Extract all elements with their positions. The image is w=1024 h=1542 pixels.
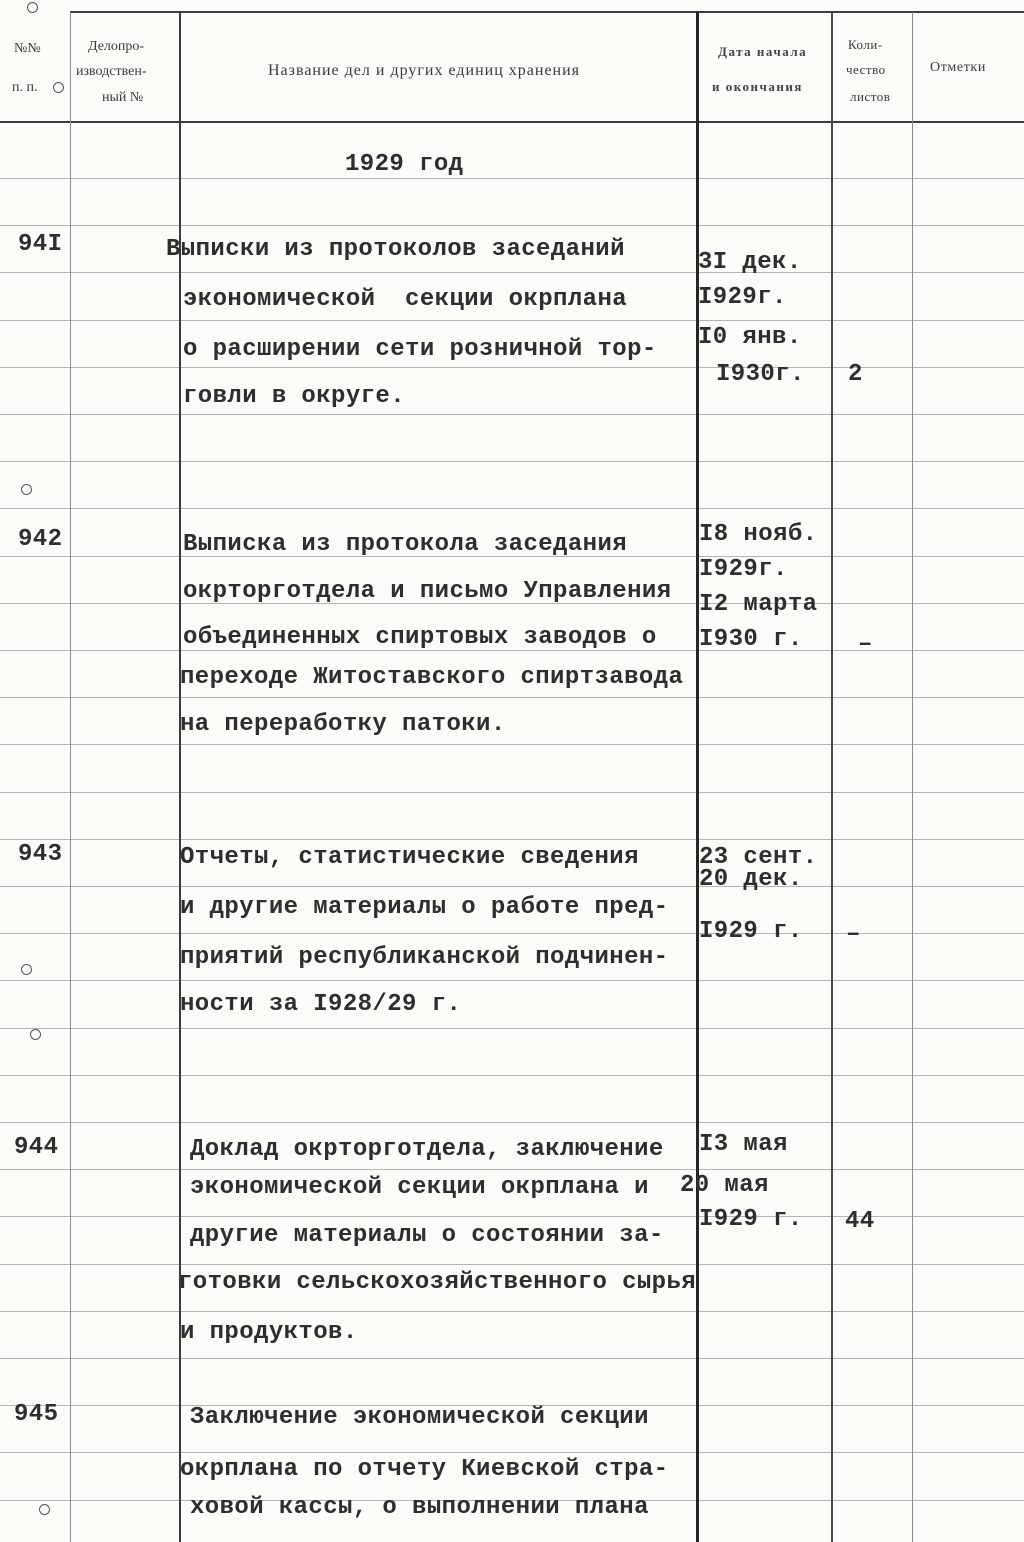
entry-title-line: о расширении сети розничной тор- [183, 336, 657, 363]
entry-title-line: Отчеты, статистические сведения [180, 844, 639, 871]
entry-date-line: I0 янв. [698, 324, 802, 351]
ruled-line [0, 697, 1024, 698]
entry-title-line: Доклад окрторготдела, заключение [190, 1136, 664, 1163]
entry-title-line: Выписка из протокола заседания [183, 531, 628, 558]
header-office-number-column: ный № [102, 90, 144, 105]
header-number-column: п. п. [12, 80, 38, 95]
header-top-border [70, 11, 1024, 13]
entry-title-line: и продуктов. [180, 1319, 358, 1346]
entry-date-line: 20 дек. [699, 866, 803, 893]
header-office-number-column: изводствен- [76, 64, 147, 79]
ruled-line [0, 178, 1024, 179]
entry-title-line: на переработку патоки. [180, 711, 506, 738]
ruled-line [0, 1075, 1024, 1076]
ruled-line [0, 744, 1024, 745]
ruled-line [0, 1028, 1024, 1029]
entry-date-line: I929 г. [699, 918, 803, 945]
entry-date-line: I929г. [699, 556, 788, 583]
entry-date-line: I929 г. [699, 1206, 803, 1233]
entry-date-line: I8 нояб. [699, 521, 818, 548]
entry-sheet-count: 44 [845, 1208, 875, 1235]
ruled-line [0, 980, 1024, 981]
entry-title-line: Выписки из протоколов заседаний [166, 236, 625, 263]
ruled-line [0, 508, 1024, 509]
entry-title-line: другие материалы о состоянии за- [190, 1222, 664, 1249]
header-office-number-column: Делопро- [88, 39, 145, 54]
ruled-line [0, 839, 1024, 840]
entry-title-line: и другие материалы о работе пред- [180, 894, 669, 921]
ruled-line [0, 320, 1024, 321]
entry-title-line: окрплана по отчету Киевской стра- [180, 1456, 669, 1483]
ruled-line [0, 933, 1024, 934]
ruled-line [0, 792, 1024, 793]
entry-title-line: переходе Житоставского спиртзавода [180, 664, 684, 691]
entry-date-line: I929г. [698, 284, 787, 311]
ruled-line [0, 1169, 1024, 1170]
entry-title-line: готовки сельскохозяйственного сырья [178, 1269, 697, 1296]
entry-date-line: I2 марта [699, 591, 818, 618]
entry-sheet-count: – [846, 921, 861, 948]
entry-date-line: I3 мая [699, 1131, 788, 1158]
entry-date-line: 23 сент. [699, 844, 818, 871]
entry-number: 944 [14, 1134, 59, 1161]
ruled-line [0, 1264, 1024, 1265]
entry-number: 942 [18, 526, 63, 553]
entry-number: 94I [18, 231, 63, 258]
column-divider [696, 12, 699, 1542]
ruled-line [0, 272, 1024, 273]
ruled-line [0, 461, 1024, 462]
header-sheets-column: чество [846, 62, 886, 77]
entry-title-line: говли в округе. [183, 383, 406, 410]
header-sheets-column: Коли- [848, 37, 883, 52]
entry-sheet-count: 2 [848, 361, 863, 388]
entry-title-line: объединенных спиртовых заводов о [183, 624, 657, 651]
entry-date-line: I930г. [716, 361, 805, 388]
ruled-line [0, 414, 1024, 415]
entry-title-line: экономической секции окрплана и [190, 1174, 649, 1201]
entry-number: 943 [18, 841, 63, 868]
column-divider [70, 12, 71, 1542]
header-dates-column: Дата начала [718, 44, 808, 59]
punch-hole-icon [30, 1029, 41, 1040]
header-title-column: Название дел и других единиц хранения [268, 62, 581, 79]
ruled-line [0, 1452, 1024, 1453]
entry-sheet-count: – [858, 631, 873, 658]
year-heading: 1929 год [345, 151, 464, 178]
ruled-line [0, 1122, 1024, 1123]
ruled-line [0, 367, 1024, 368]
column-divider [831, 12, 833, 1542]
punch-hole-icon [53, 82, 64, 93]
column-divider [912, 12, 913, 1542]
punch-hole-icon [27, 2, 38, 13]
ruled-line [0, 886, 1024, 887]
header-notes-column: Отметки [930, 60, 986, 75]
entry-title-line: окрторготдела и письмо Управления [183, 578, 672, 605]
entry-date-line: 20 мая [680, 1172, 769, 1199]
punch-hole-icon [21, 484, 32, 495]
entry-title-line: экономической секции окрплана [183, 286, 628, 313]
entry-date-line: 3I дек. [698, 249, 802, 276]
ruled-line [0, 1358, 1024, 1359]
punch-hole-icon [21, 964, 32, 975]
entry-title-line: приятий республиканской подчинен- [180, 944, 669, 971]
ruled-line [0, 225, 1024, 226]
entry-title-line: ности за I928/29 г. [180, 991, 462, 1018]
entry-title-line: ховой кассы, о выполнении плана [190, 1494, 649, 1521]
header-bottom-border [0, 121, 1024, 123]
header-dates-column: и окончания [712, 79, 803, 94]
entry-date-line: I930 г. [699, 626, 803, 653]
header-sheets-column: листов [850, 89, 891, 104]
entry-number: 945 [14, 1401, 59, 1428]
punch-hole-icon [39, 1504, 50, 1515]
header-number-column: №№ [14, 41, 41, 56]
entry-title-line: Заключение экономической секции [190, 1404, 649, 1431]
ruled-line [0, 1311, 1024, 1312]
